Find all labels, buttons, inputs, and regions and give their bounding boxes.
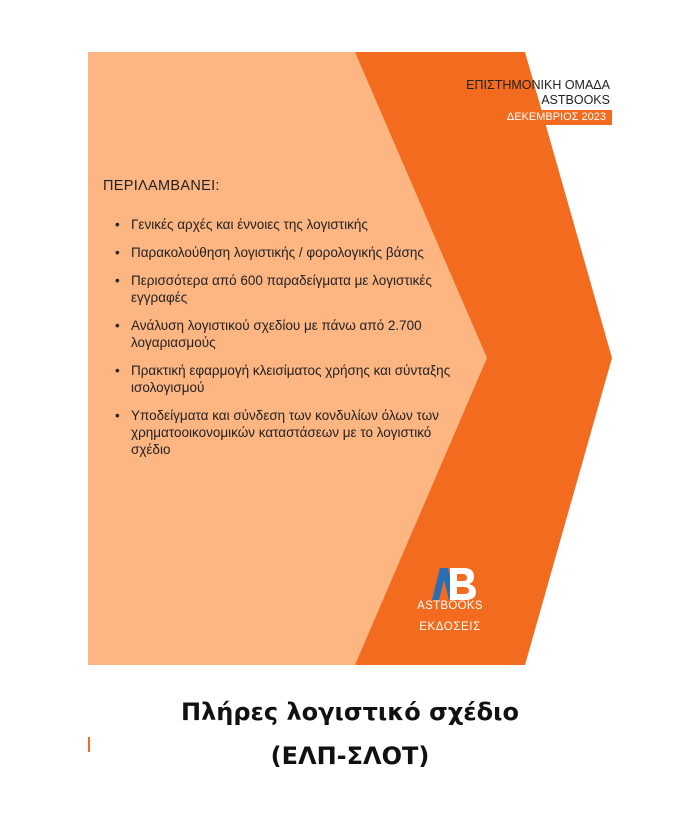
- logo-subtitle: ΕΚΔΟΣΕΙΣ: [419, 621, 481, 633]
- title-line-1: Πλήρες λογιστικό σχέδιο: [181, 698, 519, 726]
- book-title: [0, 690, 700, 778]
- includes-heading: ΠΕΡΙΛΑΜΒΑΝΕΙ:: [103, 178, 220, 194]
- contents-list: [103, 216, 471, 469]
- list-item: • Υποδείγματα και σύνδεση των κονδυλίων όλων των χρηματοοικονομικών καταστάσεων με το λογιστικό σχέδιο: [131, 407, 471, 458]
- logo-wordmark: ASTBOOKS: [417, 600, 483, 612]
- team-label: ΕΠΙΣΤΗΜΟΝΙΚΗ ΟΜΑΔΑ: [466, 78, 610, 92]
- header-block: [380, 78, 610, 108]
- list-item: • Γενικές αρχές και έννοιες της λογιστικής: [131, 216, 471, 233]
- margin-mark: [88, 737, 90, 752]
- title-line-2: (ΕΛΠ-ΣΛΟΤ): [270, 742, 430, 770]
- list-item: • Περισσότερα από 600 παραδείγματα με λογιστικές εγγραφές: [131, 272, 471, 306]
- brand-label: ASTBOOKS: [541, 93, 610, 107]
- date-badge: ΔΕΚΕΜΒΡΙΟΣ 2023: [420, 110, 612, 125]
- list-item: • Πρακτική εφαρμογή κλεισίματος χρήσης και σύνταξης ισολογισμού: [131, 362, 471, 396]
- list-item: • Παρακολούθηση λογιστικής / φορολογικής βάσης: [131, 244, 471, 261]
- list-item: • Ανάλυση λογιστικού σχεδίου με πάνω από 2.700 λογαριασμούς: [131, 317, 471, 351]
